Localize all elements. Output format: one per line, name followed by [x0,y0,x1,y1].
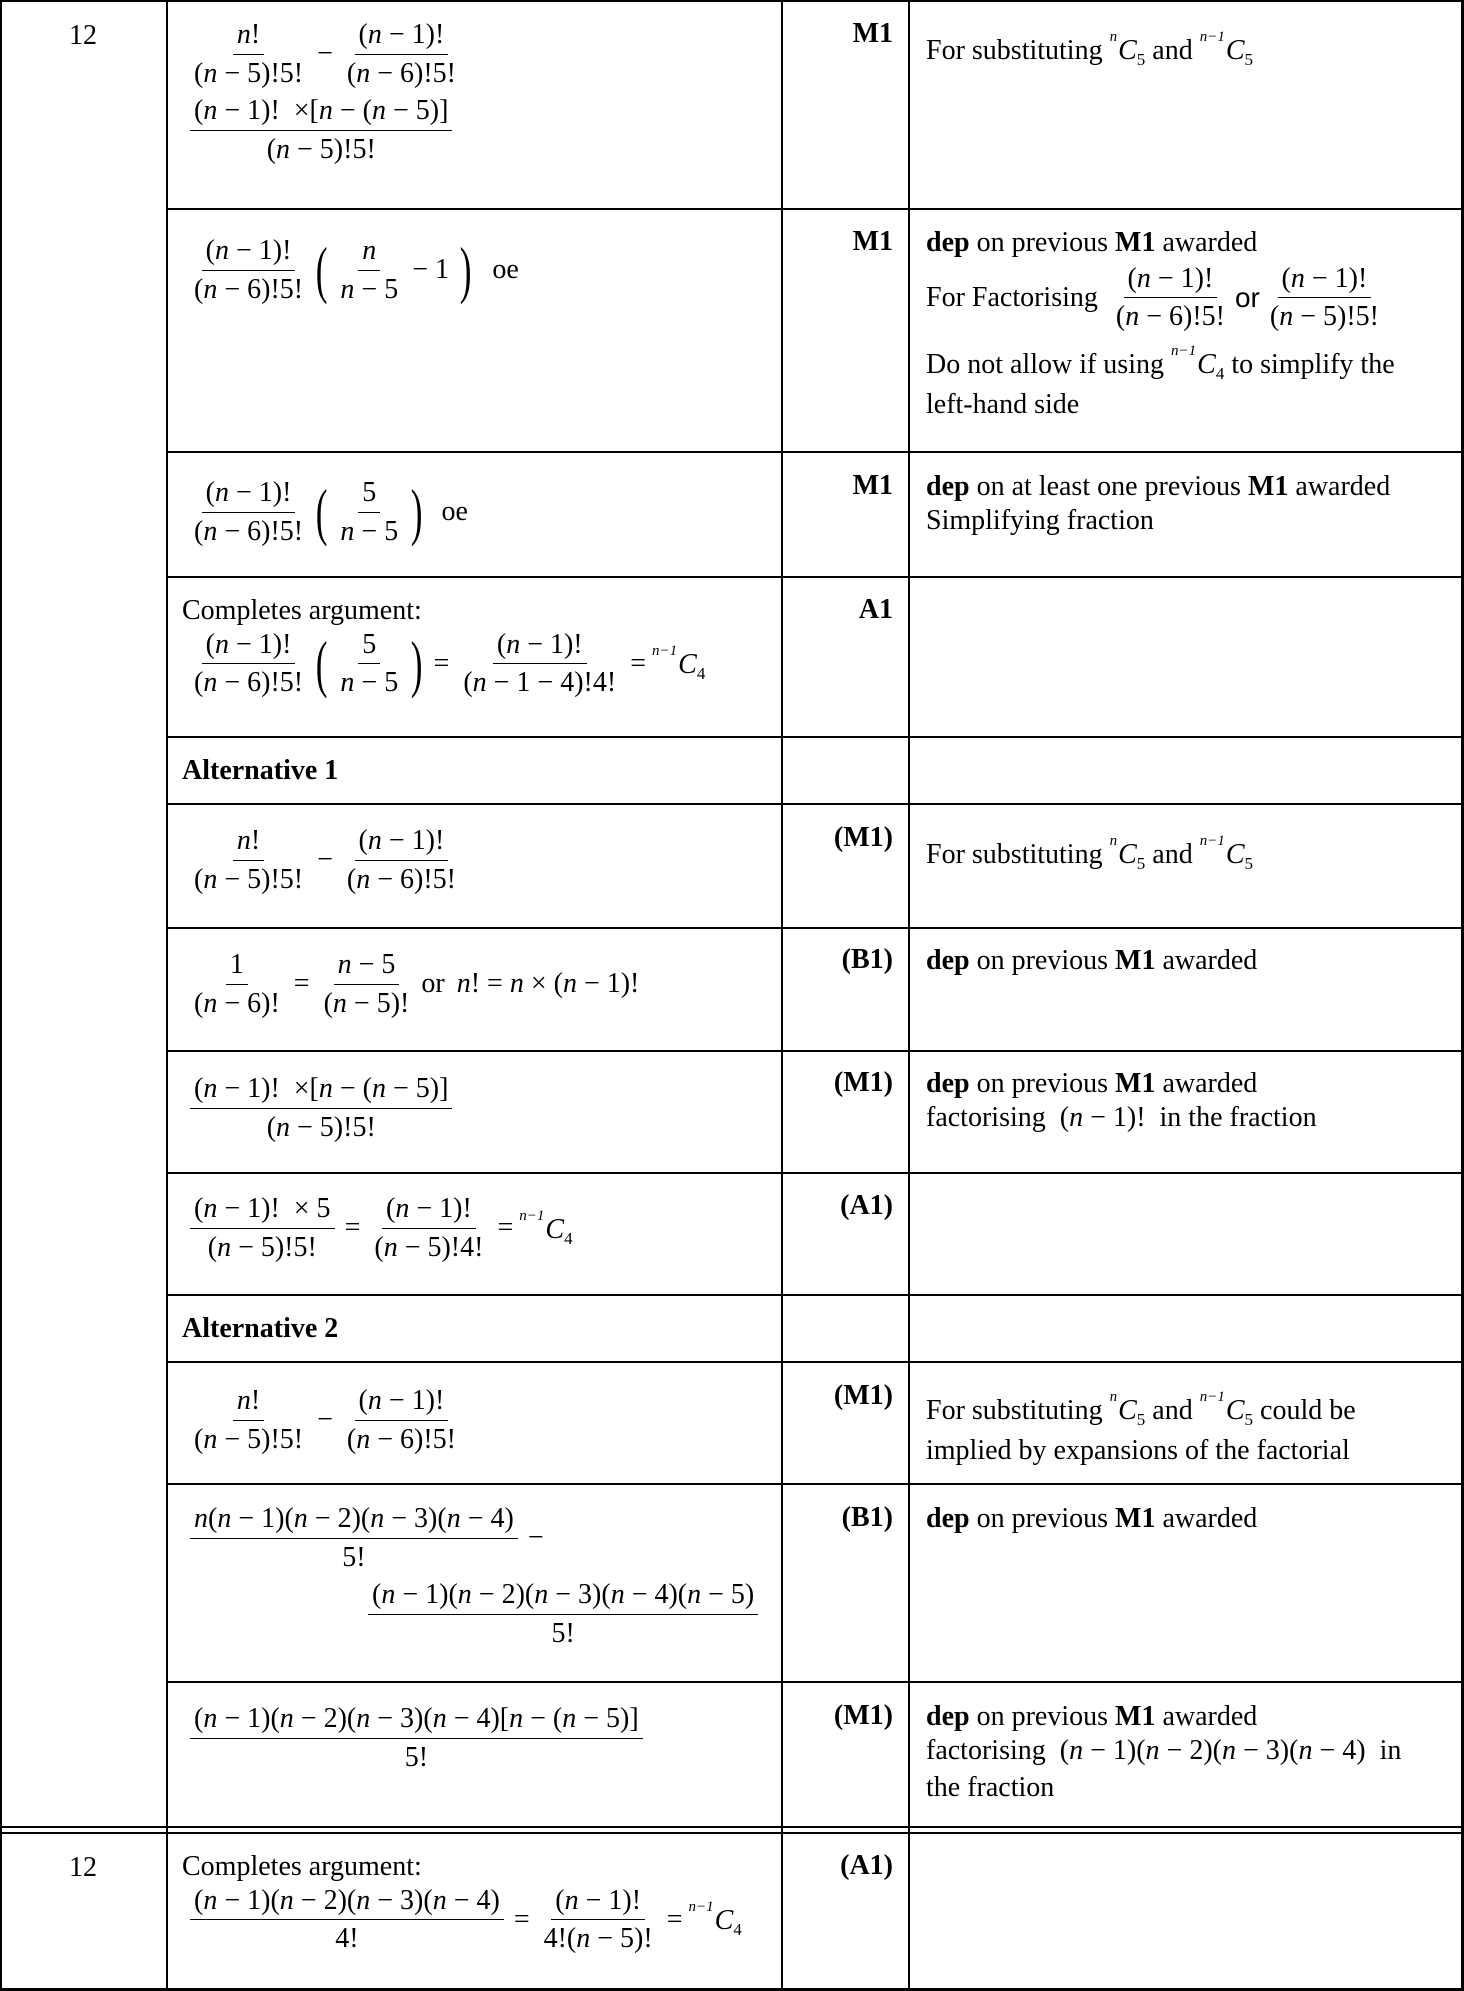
mark-code: M1 [852,18,893,49]
mark-comment: For substituting $^nC_5$ and $^{n-1}C_5$ [926,29,1254,69]
alt2-working-2: $\frac{n(n - 1)(n - 2)(n - 3)(n - 4)}{5!}$ − $\frac{(n - 1)(n - 2)(n - 3)(n - 4)(n - 5)}{5!}$ [186,1502,762,1650]
col-divider-3 [908,0,910,1991]
working-row-4: Completes argument: $\frac{(n - 1)!}{(n - 6)!5!}$ ( $\frac{5}{n - 5}$ ) = $\frac{(n - 1)!}{(n - 1 - 4)!4!}$ = $^{n-1}C_4$ [182,595,706,699]
row-divider [166,927,1462,929]
row-divider [166,208,1462,210]
mark-code: M1 [852,226,893,257]
row-divider [166,736,1462,738]
col-divider-1 [166,0,168,1991]
row-divider [166,451,1462,453]
table-border-left [0,0,2,1991]
row-divider [166,1050,1462,1052]
working-row-3: $\frac{(n - 1)!}{(n - 6)!5!}$ ( $\frac{5}{n - 5}$ ) oe [194,476,468,548]
mark-code: (B1) [841,944,893,975]
mark-code: (M1) [833,1380,893,1411]
question-number: 12 [69,20,97,51]
mark-code: (M1) [833,1700,893,1731]
mark-code: (A1) [840,1190,893,1221]
row-divider [166,1294,1462,1296]
mark-code: (M1) [833,822,893,853]
row-divider [166,1361,1462,1363]
mark-code: (A1) [840,1850,893,1881]
alt2-working-4: Completes argument: $\frac{(n - 1)(n - 2)(n - 3)(n - 4)}{4!}$ = $\frac{(n - 1)!}{4!(n - 5)!}$ = $^{n-1}C_4$ [182,1851,742,1955]
alt1-working-4: $\frac{(n - 1)! \times 5}{(n - 5)!5!}$ = $\frac{(n - 1)!}{(n - 5)!4!}$ = $^{n-1}C_4$ [186,1192,573,1264]
row-divider [166,1172,1462,1174]
mark-code: A1 [858,594,893,625]
mark-comment: dep on previous M1 awarded [926,1503,1258,1534]
mark-comment: dep on previous M1 awarded factorising (n − 1)! in the fraction [926,1068,1317,1133]
alt-heading: Alternative 1 [182,755,339,786]
alt1-working-3: $\frac{(n - 1)! \times[n - (n - 5)]}{(n - 5)!5!}$ [186,1072,456,1144]
page-break-double-rule [0,1832,1464,1834]
mark-comment: dep on at least one previous M1 awarded Simplifying fraction [926,471,1391,536]
mark-comment: dep on previous M1 awarded [926,945,1258,976]
row-divider [166,1681,1462,1683]
mark-code: (M1) [833,1067,893,1098]
table-border-top [0,0,1464,2]
mark-comment: dep on previous M1 awarded factorising (n − 1)(n − 2)(n − 3)(n − 4) in the fraction [926,1701,1402,1804]
alt2-working-3: $\frac{(n - 1)(n - 2)(n - 3)(n - 4)[n - (n - 5)]}{5!}$ [186,1702,647,1774]
page-break-double-rule [0,1826,1464,1828]
mark-code: (B1) [841,1502,893,1533]
row-divider [166,576,1462,578]
row-divider [166,1483,1462,1485]
question-number: 12 [69,1852,97,1883]
alt-heading: Alternative 2 [182,1313,339,1344]
alt1-working-1: $\frac{n!}{(n - 5)!5!}$ − $\frac{(n - 1)!}{(n - 6)!5!}$ [194,825,456,895]
working-row-2: $\frac{(n - 1)!}{(n - 6)!5!}$ ( $\frac{n}{n - 5}$ − 1 ) oe [194,234,519,306]
mark-code: M1 [852,470,893,501]
alt1-working-2: $\frac{1}{(n - 6)!}$ = $\frac{n - 5}{(n - 5)!}$ or n! = n × (n − 1)! [194,949,640,1019]
mark-comment: dep on previous M1 awarded For Factorising $\frac{(n - 1)!}{(n - 6)!5!}$ or $\frac{(n - 1)!}{(n - 5)!5!}$ Do not allow if using $^{n-1}C_4$ to simplify the left-hand side [926,227,1395,421]
row-divider [166,803,1462,805]
working-row-1: $\frac{n!}{(n - 5)!5!}$ − $\frac{(n - 1)!}{(n - 6)!5!}$ $\frac{(n - 1)! \times[n - (n - 5)]}{(n - 5)!5!}$ [186,18,464,166]
mark-comment: For substituting $^nC_5$ and $^{n-1}C_5$ could be implied by expansions of the factorial [926,1389,1356,1467]
col-divider-2 [781,0,783,1991]
mark-comment: For substituting $^nC_5$ and $^{n-1}C_5$ [926,833,1254,873]
alt2-working-1: $\frac{n!}{(n - 5)!5!}$ − $\frac{(n - 1)!}{(n - 6)!5!}$ [194,1385,456,1455]
